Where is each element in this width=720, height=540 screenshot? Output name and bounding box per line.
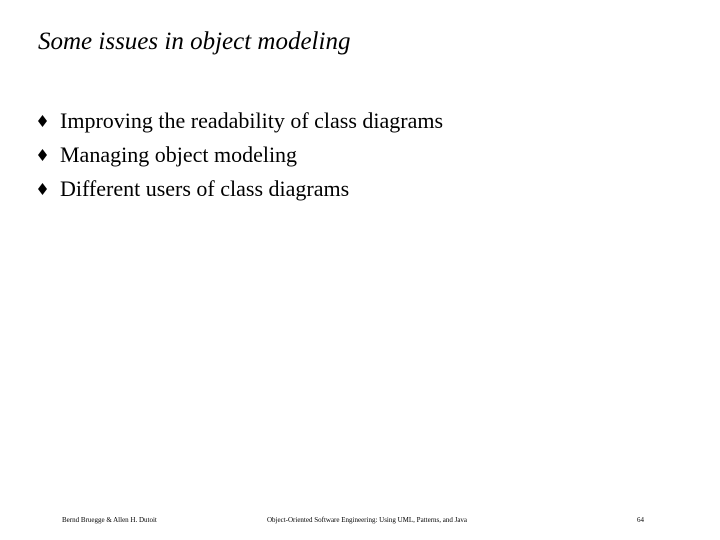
diamond-bullet-icon bbox=[38, 149, 60, 161]
bullet-item-3 bbox=[38, 172, 443, 206]
bullet-item-1 bbox=[38, 104, 443, 138]
diamond-bullet-icon bbox=[38, 115, 60, 127]
diamond-bullet-icon bbox=[38, 183, 60, 195]
bullet-item-2 bbox=[38, 138, 443, 172]
bullet-text: Managing object modeling bbox=[60, 142, 298, 167]
footer-authors: Bernd Bruegge & Allen H. Dutoit bbox=[62, 516, 157, 524]
bullet-text: Improving the readability of class diagrams bbox=[60, 108, 444, 133]
footer-page-number: 64 bbox=[637, 516, 644, 524]
bullet-list bbox=[38, 104, 443, 206]
slide-title: Some issues in object modeling bbox=[38, 28, 351, 55]
bullet-text: Different users of class diagrams bbox=[60, 176, 350, 201]
footer-book-title: Object-Oriented Software Engineering: Using UML, Patterns, and Java bbox=[267, 516, 468, 524]
